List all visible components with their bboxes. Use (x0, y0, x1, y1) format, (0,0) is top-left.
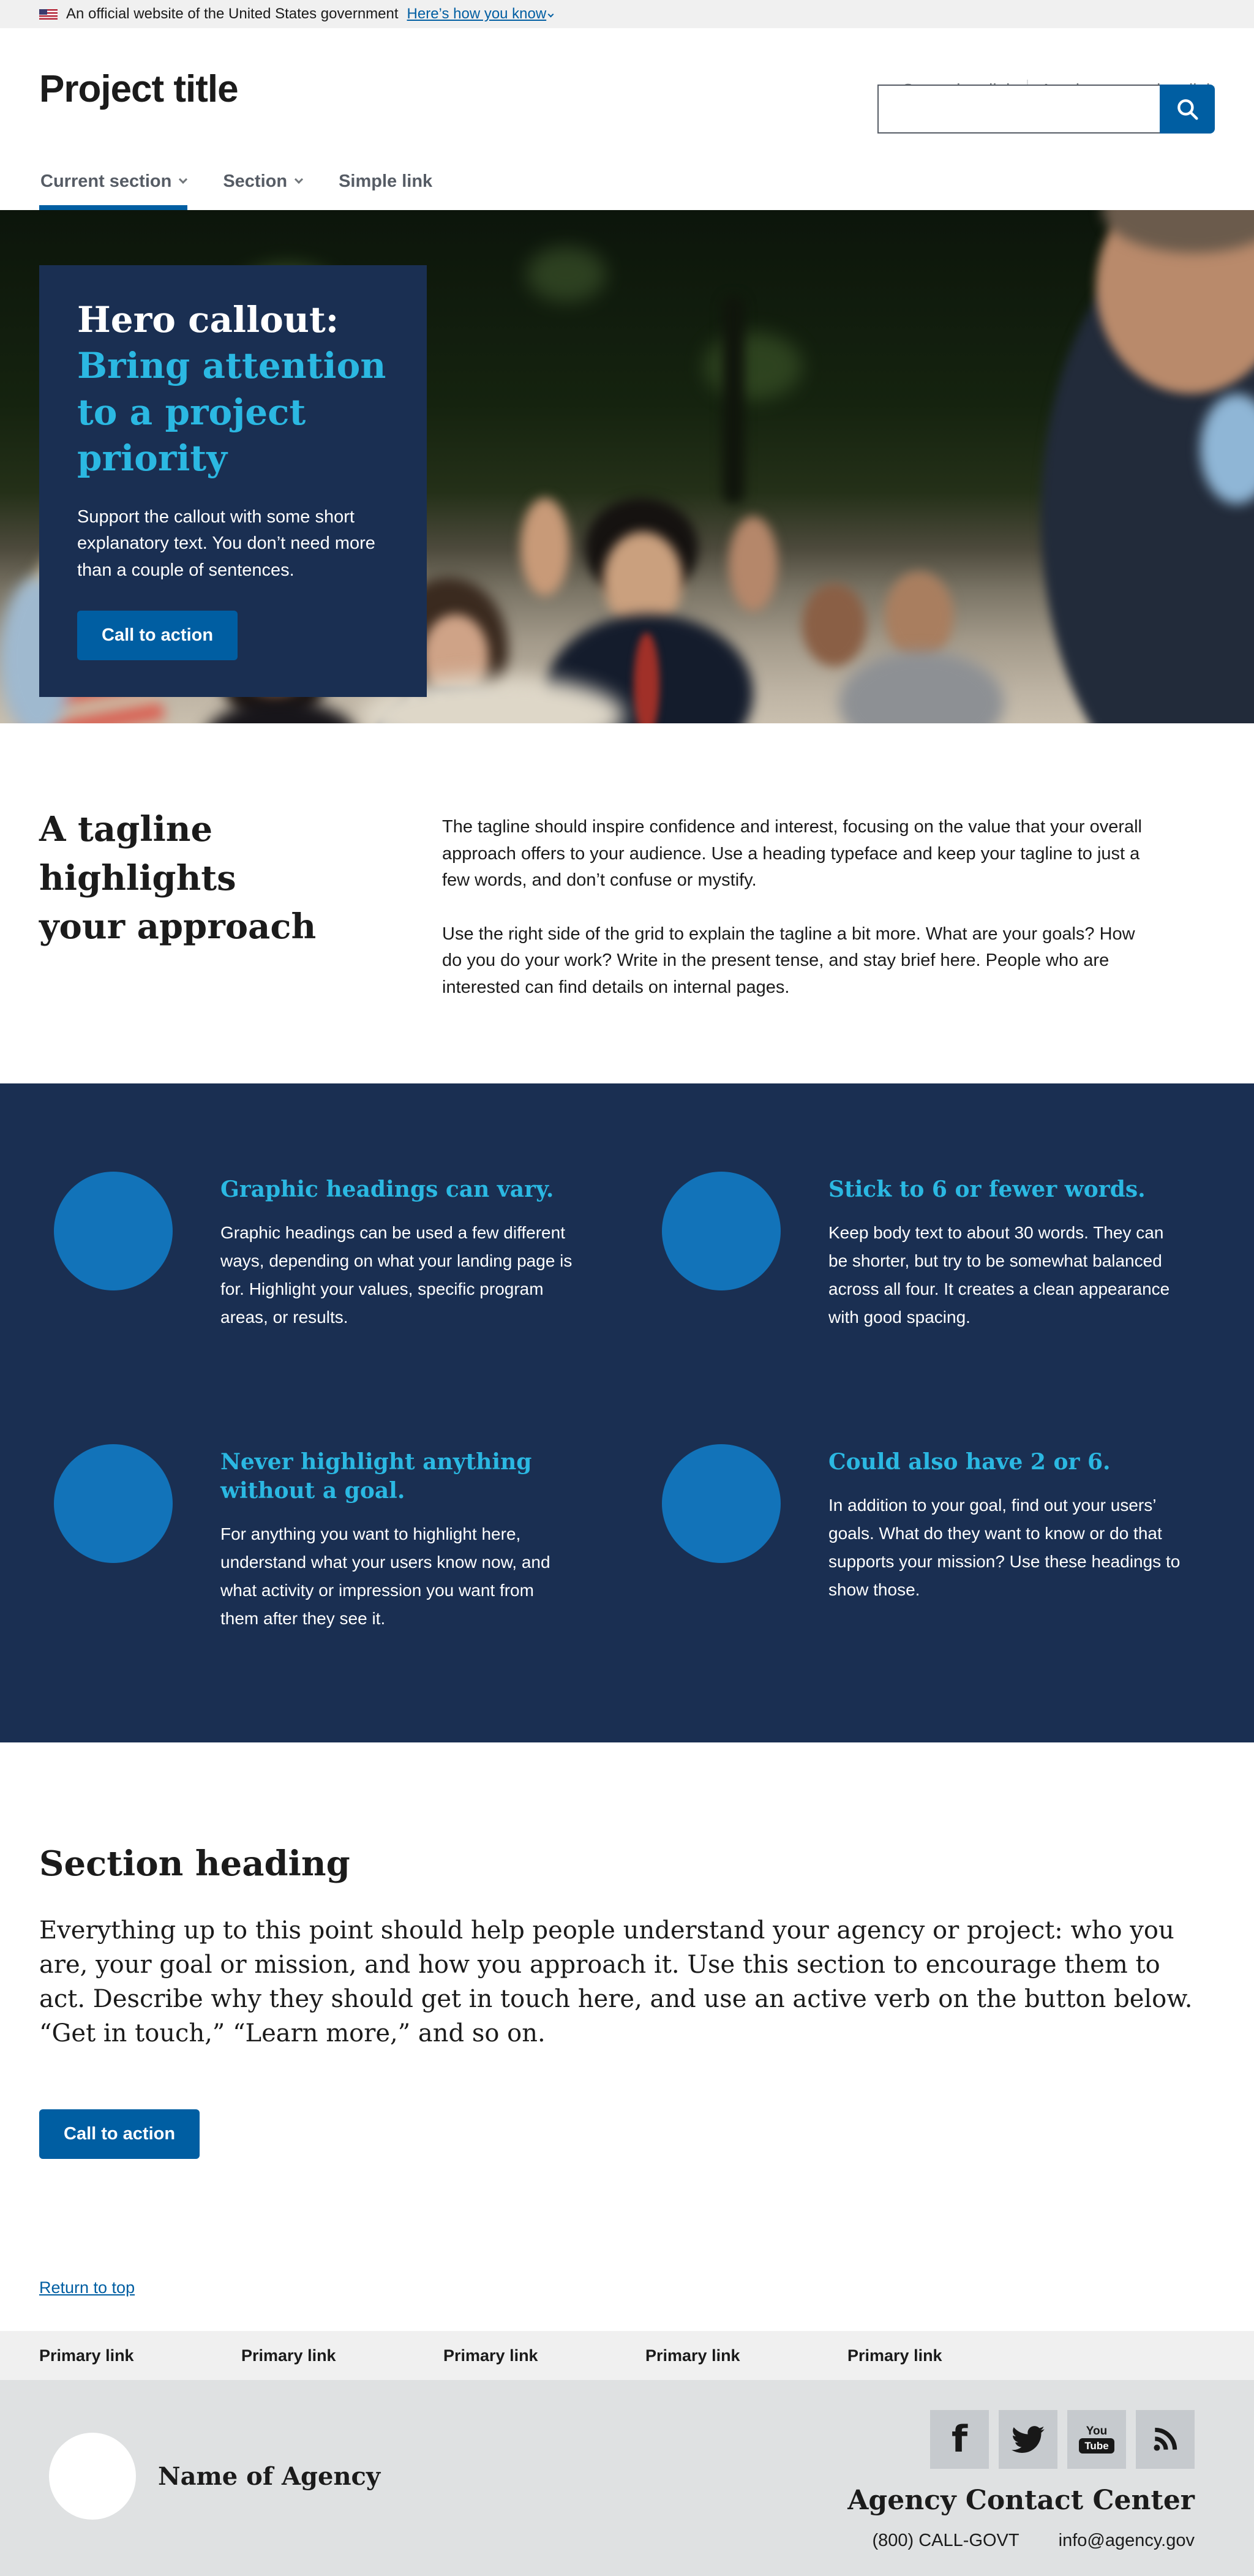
us-flag-icon (39, 9, 58, 20)
tagline-paragraph: The tagline should inspire confidence and interest, focusing on the value that your overall approach offers to your audience. Use a heading typeface and keep your tagline to just a few words, and don’t confuse or mystify. (442, 817, 1142, 890)
graphic-heading-block (39, 1172, 607, 1331)
rss-icon (1150, 2424, 1181, 2455)
graphic-heading-block (647, 1444, 1215, 1632)
graphic-heading: Never highlight anything without a goal. (220, 1449, 532, 1504)
youtube-icon (1079, 2425, 1114, 2454)
circle-graphic (54, 1172, 173, 1290)
youtube-icon-text: You (1086, 2425, 1108, 2438)
graphic-heading-body: Graphic headings can be used a few different ways, depending on what your landing page is for. Highlight your values, specific program areas, or results. (220, 1222, 573, 1327)
photo-tree-trunk (723, 296, 745, 504)
rss-link[interactable] (1136, 2410, 1195, 2469)
agency-logo (49, 2433, 136, 2520)
graphic-heading-block (647, 1172, 1215, 1331)
graphic-heading-body: Keep body text to about 30 words. They can be shorter, but try to be somewhat balanced across all four. It creates a clean appearance with good spacing. (828, 1222, 1170, 1327)
contact-center-heading: Agency Contact Center (847, 2485, 1195, 2516)
graphic-heading: Graphic headings can vary. (220, 1177, 554, 1202)
footer-agency-identifier (0, 2380, 1254, 2576)
tagline-section (0, 723, 1254, 1083)
social-links (930, 2410, 1195, 2469)
graphic-heading-text (220, 1444, 574, 1632)
hero-heading (77, 297, 389, 482)
footer-primary-link[interactable]: Primary link (443, 2346, 538, 2365)
graphic-heading-text (220, 1172, 574, 1331)
graphic-heading: Stick to 6 or fewer words. (828, 1177, 1146, 1202)
graphic-heading: Could also have 2 or 6. (828, 1449, 1111, 1475)
search-form (877, 85, 1215, 134)
photo-raised-hand (729, 516, 778, 611)
youtube-icon-text: Tube (1079, 2438, 1114, 2454)
primary-nav (0, 153, 1254, 210)
search-button[interactable] (1160, 85, 1215, 134)
graphic-heading-body: In addition to your goal, find out your users’ goals. What do they want to know or do that supports your mission? Use these headings to show those. (828, 1496, 1181, 1599)
twitter-icon (1012, 2423, 1045, 2456)
footer-primary-link[interactable]: Primary link (241, 2346, 336, 2365)
footer-primary-nav (0, 2331, 1254, 2380)
photo-person (885, 571, 953, 660)
hero-heading-accent: Bring attention to a project priority (77, 345, 386, 480)
chevron-down-icon (548, 12, 554, 18)
nav-item-label: Current section (40, 171, 172, 191)
cta-button[interactable]: Call to action (39, 2109, 200, 2159)
graphic-heading-text (828, 1444, 1182, 1632)
gov-banner (0, 0, 1254, 28)
search-input[interactable] (877, 85, 1160, 134)
hero-body: Support the callout with some short explanatory text. You don’t need more than a couple of sentences. (77, 507, 375, 580)
banner-text: An official website of the United States government (66, 6, 399, 22)
photo-raised-hand (520, 498, 569, 596)
contact-info (872, 2531, 1195, 2551)
hero-cta-button[interactable]: Call to action (77, 611, 238, 660)
agency-name: Name of Agency (158, 2462, 381, 2491)
search-icon (1174, 96, 1200, 122)
tagline-paragraph: Use the right side of the grid to explain the tagline a bit more. What are your goals? How do you do your work? Write in the present tense, and stay brief here. People who are interested can find details on internal pages. (442, 924, 1135, 997)
site-title: Project title (39, 68, 238, 110)
contact-phone-link[interactable]: (800) CALL-GOVT (872, 2531, 1019, 2550)
contact-email-link[interactable]: info@agency.gov (1058, 2531, 1195, 2550)
cta-section (0, 1742, 1254, 2331)
nav-item-label: Simple link (339, 171, 433, 191)
banner-how-you-know-link[interactable]: Here’s how you know (407, 6, 547, 22)
footer-primary-link[interactable]: Primary link (39, 2346, 134, 2365)
facebook-icon: f (951, 2418, 968, 2461)
photo-foliage (527, 247, 606, 302)
photo-foliage (704, 333, 802, 400)
youtube-link[interactable] (1067, 2410, 1126, 2469)
nav-item-section[interactable] (222, 153, 303, 210)
facebook-link[interactable] (930, 2410, 989, 2469)
tagline-heading: A tagline highlights your approach (39, 809, 317, 947)
hero-callout (39, 265, 427, 697)
return-to-top-link[interactable]: Return to top (39, 2278, 135, 2297)
graphic-headings-section (0, 1083, 1254, 1742)
nav-item-simple-link[interactable] (337, 153, 434, 210)
footer-primary-link[interactable]: Primary link (847, 2346, 942, 2365)
circle-graphic (662, 1172, 781, 1290)
nav-item-current-section[interactable] (39, 153, 187, 210)
footer-primary-link[interactable]: Primary link (645, 2346, 740, 2365)
photo-person (802, 584, 866, 666)
photo-suit (839, 651, 1004, 723)
circle-graphic (662, 1444, 781, 1563)
section-heading: Section heading (39, 1843, 350, 1884)
chevron-down-icon (179, 175, 187, 183)
twitter-link[interactable] (999, 2410, 1057, 2469)
hero-heading-prefix: Hero callout: (77, 299, 339, 341)
graphic-heading-body: For anything you want to highlight here, understand what your users know now, and what activity or impression you want from them after they see it. (220, 1524, 550, 1628)
site-footer (0, 2331, 1254, 2576)
site-header (0, 28, 1254, 153)
tagline-text (442, 805, 1146, 1083)
nav-item-label: Section (223, 171, 288, 191)
chevron-down-icon (295, 175, 303, 183)
graphic-heading-block (39, 1444, 607, 1632)
circle-graphic (54, 1444, 173, 1563)
hero-section (0, 210, 1254, 723)
section-body: Everything up to this point should help people understand your agency or project: who you are, your goal or mission, and how you approach it. Use this section to encourage them to act. Describe why they should get in touch here, and use an active verb on the button below. “Get in touch,” “Learn more,” and so on. (39, 1916, 1193, 2047)
graphic-heading-text (828, 1172, 1182, 1331)
photo-person (202, 700, 361, 723)
